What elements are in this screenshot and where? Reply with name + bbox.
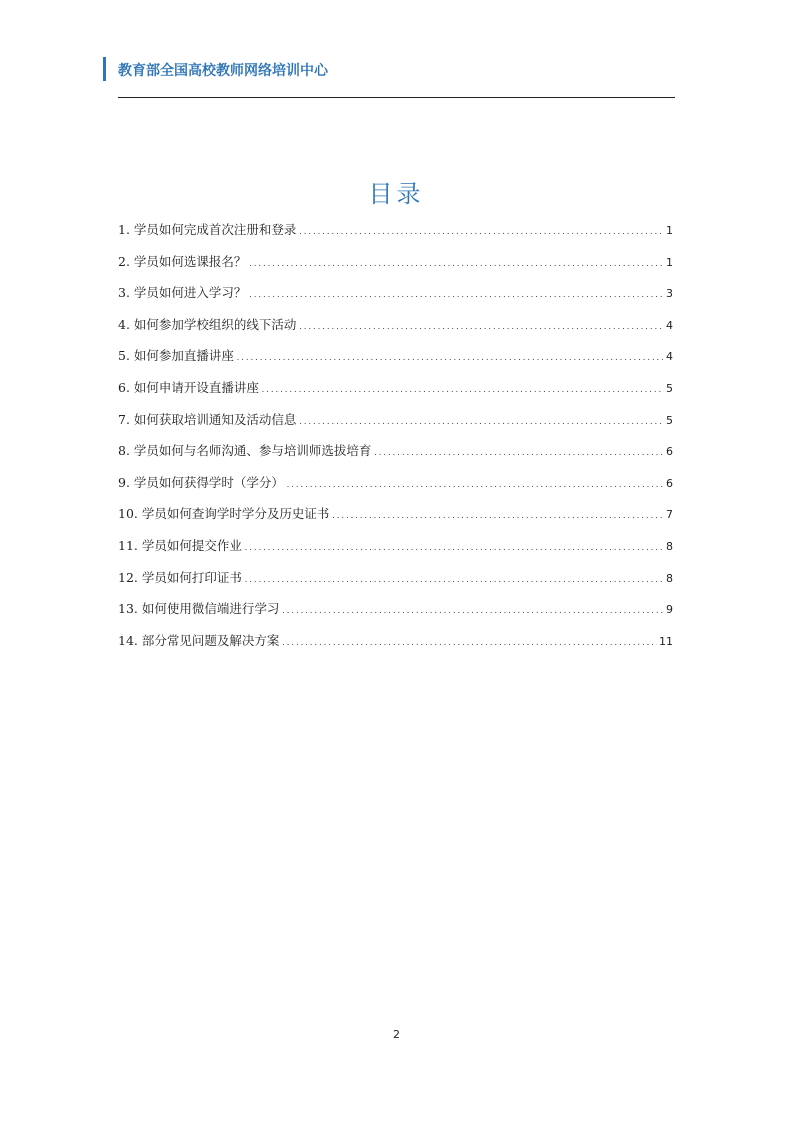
toc-entry-label: 3. 学员如何进入学习？ xyxy=(118,285,247,301)
toc-entry-label: 2. 学员如何选课报名？ xyxy=(118,253,247,269)
toc-entry-leader xyxy=(236,348,664,368)
toc-entry-page: 7 xyxy=(666,508,673,522)
toc-entry[interactable] xyxy=(118,252,673,284)
toc-entry-label: 13. 如何使用微信端进行学习 xyxy=(118,601,280,617)
toc-entry[interactable] xyxy=(118,410,673,442)
toc-entry-leader xyxy=(331,506,664,526)
toc-entry-page: 8 xyxy=(666,539,673,553)
toc-entry-page: 1 xyxy=(666,224,673,237)
toc-entry-label: 10. 学员如何查询学时学分及历史证书 xyxy=(118,506,330,522)
toc-entry[interactable] xyxy=(118,473,673,505)
toc-entry-leader xyxy=(244,538,664,558)
toc-entry[interactable] xyxy=(118,631,673,663)
toc-entry[interactable] xyxy=(118,441,673,473)
toc-entry-page: 11 xyxy=(659,634,673,648)
toc-entry-label: 14. 部分常见问题及解决方案 xyxy=(118,632,280,648)
toc-entry-page: 9 xyxy=(666,603,673,617)
toc-entry-page: 4 xyxy=(666,318,673,332)
toc-entry-label: 12. 学员如何打印证书 xyxy=(118,569,242,585)
toc-title: 目录 xyxy=(368,180,425,208)
toc-entry-label: 8. 学员如何与名师沟通、参与培训师选拔培育 xyxy=(118,443,372,459)
toc-entry[interactable] xyxy=(118,315,673,347)
toc-entry-page: 6 xyxy=(666,476,673,490)
toc-entry-page: 8 xyxy=(666,571,673,585)
toc-entry-label: 1. 学员如何完成首次注册和登录 xyxy=(118,222,297,237)
toc-entry[interactable] xyxy=(118,283,673,315)
toc-entry-label: 9. 学员如何获得学时（学分） xyxy=(118,474,284,490)
toc-entry[interactable] xyxy=(118,504,673,536)
header-accent-bar xyxy=(103,57,106,81)
toc-entry-label: 6. 如何申请开设直播讲座 xyxy=(118,379,259,395)
toc-entry-leader xyxy=(261,380,664,400)
toc-entry-leader xyxy=(373,443,664,463)
toc-entry[interactable] xyxy=(118,536,673,568)
toc-entry-leader xyxy=(286,475,664,495)
toc-entry-page: 3 xyxy=(666,287,673,301)
toc-entry[interactable] xyxy=(118,568,673,600)
toc-entry[interactable] xyxy=(118,378,673,410)
toc-entry-page: 6 xyxy=(666,445,673,459)
toc-entry[interactable] xyxy=(118,346,673,378)
toc-entry-leader xyxy=(298,222,664,242)
header-divider xyxy=(118,97,675,98)
toc-list xyxy=(118,220,673,662)
toc-entry-leader xyxy=(281,601,664,621)
header-title: 教育部全国高校教师网络培训中心 xyxy=(118,63,328,79)
toc-entry-leader xyxy=(298,317,664,337)
page-number: 2 xyxy=(393,1028,400,1041)
toc-entry-label: 5. 如何参加直播讲座 xyxy=(118,348,234,364)
toc-entry[interactable] xyxy=(118,599,673,631)
toc-entry-leader xyxy=(244,570,664,590)
toc-entry-leader xyxy=(298,412,664,432)
toc-entry-leader xyxy=(281,633,657,653)
toc-entry[interactable] xyxy=(118,220,673,252)
toc-entry-label: 11. 学员如何提交作业 xyxy=(118,537,242,553)
toc-entry-page: 5 xyxy=(666,413,673,427)
toc-entry-page: 4 xyxy=(666,350,673,364)
toc-entry-page: 5 xyxy=(666,381,673,395)
toc-entry-leader xyxy=(248,285,664,305)
toc-entry-leader xyxy=(248,254,664,274)
toc-entry-label: 4. 如何参加学校组织的线下活动 xyxy=(118,316,297,332)
toc-entry-label: 7. 如何获取培训通知及活动信息 xyxy=(118,411,297,427)
toc-entry-page: 1 xyxy=(666,255,673,269)
